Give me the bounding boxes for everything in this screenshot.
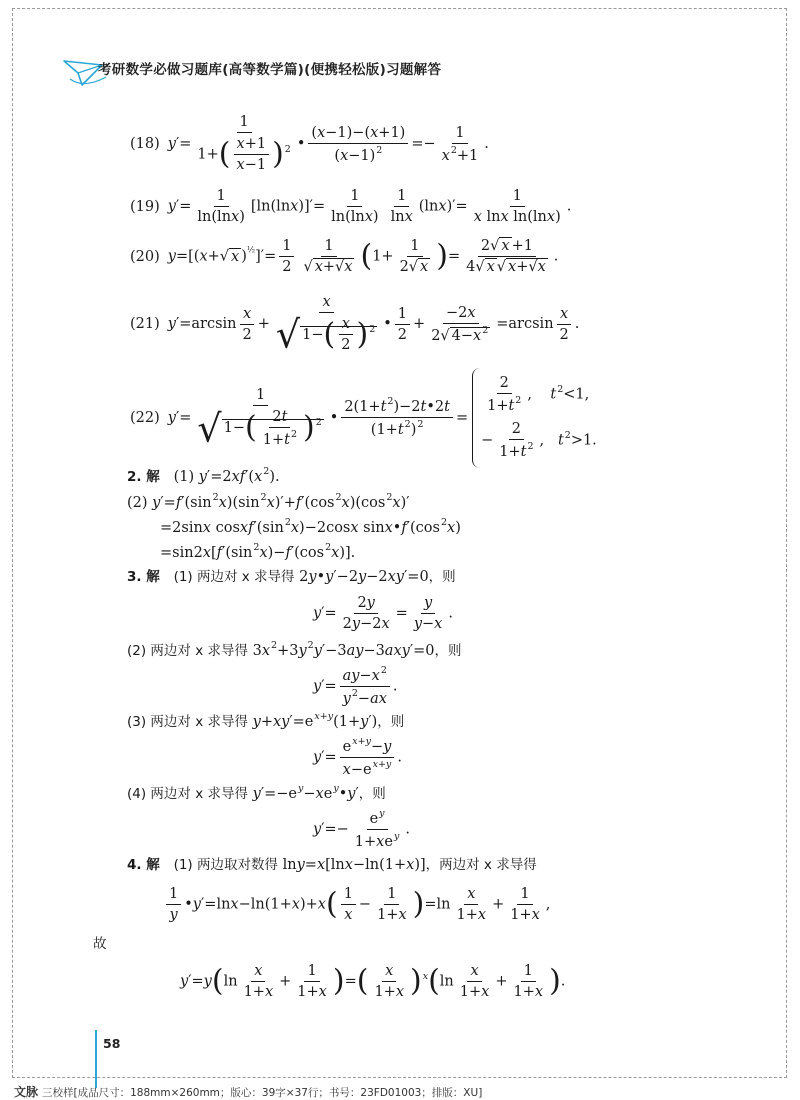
- equation-20: (20) y=[(x+√ x )$^{\frac{1}{2}}$]′= $\frac{1}{2}$ $\frac{1}{√ x+√x}$ (1+ $\frac{1}{2√ x}$ )= $\frac{2√ x +1}{4√ x √ x+√x}$ .: [130, 238, 559, 276]
- problem-2-line-2: (2) $y'=f'(\sin^2x)(\sin^2x)'+f'(\cos^2x)(\cos^2x)'$: [127, 492, 410, 511]
- problem-3-line-4: (4) 两边对 x 求导得 $y'=-e^y-xe^y•y'$，则: [127, 783, 386, 802]
- problem-2-line-4: $=\sin 2x[f'(\sin^2x)-f'(\cos^2x)]$.: [160, 542, 356, 561]
- problem-2-label: 2. 解: [127, 469, 160, 485]
- brand-label: 文脉: [14, 1085, 39, 1099]
- problem-3-line-3: (3) 两边对 x 求导得 $y+xy'=e^{x+y}(1+y')$，则: [127, 711, 405, 730]
- item-number: (21): [130, 316, 160, 333]
- problem-3-result-2: y′= $\frac{ay-x^2}{y^2-ax}$ .: [313, 665, 398, 708]
- problem-4-derivation: $\frac{1}{y}$ •y′=lnx−ln(1+x)+x( $\frac{1}{x}$ − $\frac{1}{1+x}$ )=ln $\frac{x}{1+x}$ + $\frac{1}{1+x}$ ,: [163, 884, 550, 925]
- problem-3-line-2: (2) 两边对 x 求导得 $3x^2+3y^2y'-3ay-3axy'=0$，则: [127, 640, 462, 659]
- therefore-label: 故: [93, 936, 107, 952]
- print-info: [14, 1083, 482, 1100]
- equation-21: (21) y′=arcsin $\frac{x}{2}$ + x √ 1−( $\frac{x}{2}$ )$^2$ • $\frac{1}{2}$ + $\frac{-2x}{2√ 4-x^2}$ =arcsin $\frac{x}{2}$ .: [130, 294, 580, 357]
- problem-3-line-1: 3. 解 (1) 两边对 x 求导得 2y•y′−2y−2xy′=0，则: [127, 569, 456, 585]
- problem-4-result: y′=y(ln $\frac{x}{1+x}$ + $\frac{1}{1+x}$ )=( $\frac{x}{1+x}$ )$^x$(ln $\frac{x}{1+x}$ + $\frac{1}{1+x}$ ).: [180, 963, 566, 1001]
- item-number: (19): [130, 198, 160, 215]
- equation-18: (18) y′= 1 1+( $\frac{x+1}{x-1}$ )$^2$ • $\frac{(x-1)-(x+1)}{(x-1)^2}$ =− $\frac{1}{x^2+1}$ .: [130, 114, 489, 174]
- item-number: (20): [130, 248, 160, 265]
- problem-2-line-1: 2. 解 (1) $y'=2xf'(x^2)$.: [127, 466, 280, 485]
- problem-2-line-3: =2sinx $cosxf'(\sin^2x)-2\cos x$ $\sin x•f'(\cos^2x)$: [160, 517, 461, 536]
- item-number: (18): [130, 136, 160, 153]
- problem-3-result-4: y′=− $\frac{e^y}{1+xe^y}$ .: [313, 808, 410, 851]
- equation-19: (19) y′= $\frac{1}{\ln(\ln x)}$ [ln(lnx)]′= $\frac{1}{\ln(\ln x)}$ $\frac{1}{\ln x}$ (lnx)′= $\frac{1}{\text{x lnx ln(lnx)}}$ .: [130, 188, 572, 226]
- equation-22: (22) y′= 1 √ 1−( $\frac{2t}{1+t^2}$ )$^2$ • $\frac{2(1+t^2)-2t•2t}{(1+t^2)^2}$ = $\frac{2}{1+t^2}$ , $t^2<1$, − $\frac{2}{1+t^2}$ , $t^2>1$.: [130, 368, 597, 468]
- problem-4-label: 4. 解: [127, 857, 160, 873]
- page-accent-bar: [95, 1030, 97, 1088]
- page-number: 58: [103, 1036, 121, 1051]
- problem-4-line-1: 4. 解 (1) 两边取对数得 lny=x[lnx−ln(1+x)]，两边对 x 求导得: [127, 857, 537, 873]
- print-spec: 三校样[成品尺寸：188mm×260mm；版心：39字×37行；书号：23FD01003；排版：XU]: [42, 1087, 483, 1099]
- problem-3-label: 3. 解: [127, 569, 160, 585]
- book-title: 考研数学必做习题库(高等数学篇)(便携轻松版)习题解答: [98, 62, 442, 78]
- problem-3-result-1: y′= $\frac{2y}{2y-2x}$ = $\frac{y}{y-x}$ .: [313, 595, 453, 633]
- sub-number: (1): [173, 469, 195, 485]
- problem-3-result-3: y′= $\frac{e^{x+y}-y}{x-e^{x+y}}$ .: [313, 736, 402, 779]
- item-number: (22): [130, 409, 160, 426]
- sub-number: (2): [127, 495, 148, 511]
